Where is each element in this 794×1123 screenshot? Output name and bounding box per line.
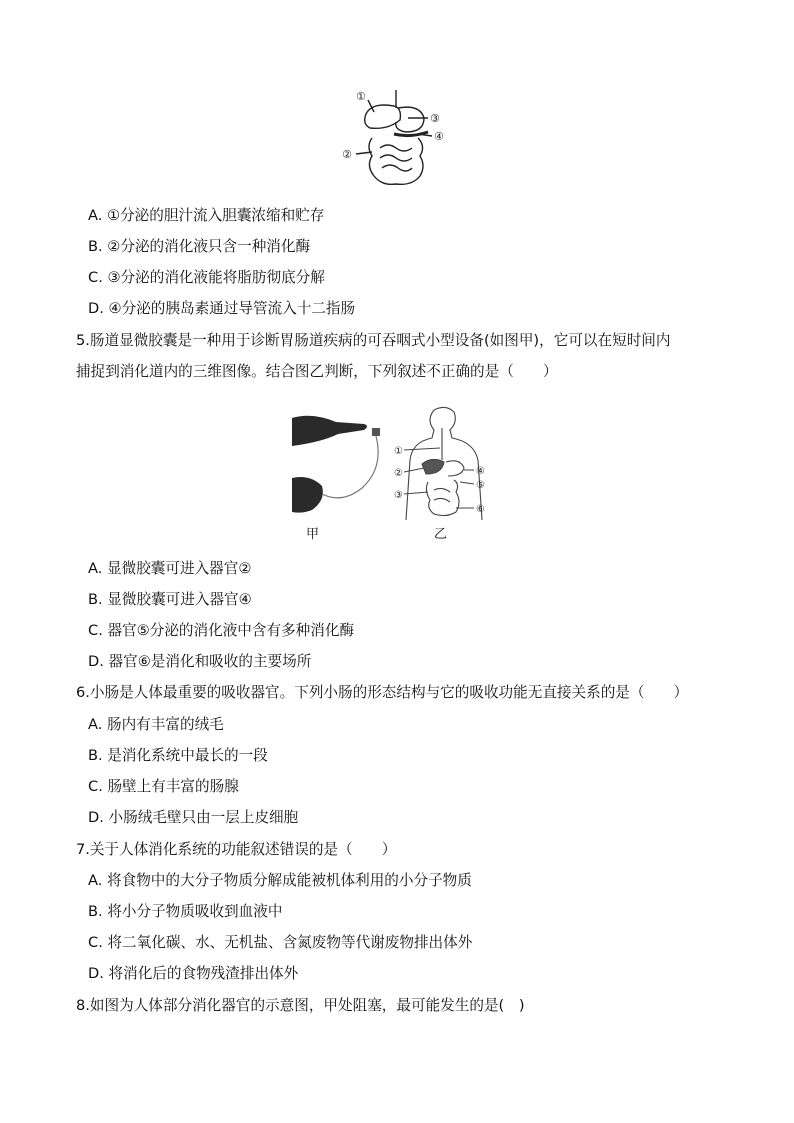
q4-option-d: D. ④分泌的胰岛素通过导管流入十二指肠	[88, 300, 356, 317]
capsule-hand-figure	[292, 408, 388, 544]
q5-option-a: A. 显微胶囊可进入器官②	[88, 560, 252, 577]
q7-option-b: B. 将小分子物质吸收到血液中	[88, 903, 283, 920]
figure-caption-jia: 甲	[306, 527, 320, 542]
hand-shape	[292, 477, 323, 513]
intestine-shape	[426, 480, 459, 516]
figure-label-2: ②	[342, 148, 352, 161]
q5-stem-line2: 捕捉到消化道内的三维图像。结合图乙判断，下列叙述不正确的是（ ）	[76, 363, 558, 380]
capsule-shape	[372, 428, 380, 436]
q5-stem-line1: 5.肠道显微胶囊是一种用于诊断胃肠道疾病的可吞咽式小型设备(如图甲)，它可以在短时间内	[76, 332, 671, 349]
q6-option-c: C. 肠壁上有丰富的肠腺	[88, 778, 239, 795]
figure-label-1: ①	[394, 446, 403, 457]
small-intestine-shape	[434, 488, 450, 502]
q6-stem: 6.小肠是人体最重要的吸收器官。下列小肠的形态结构与它的吸收功能无直接关系的是（ ）	[76, 684, 689, 701]
leader-line	[356, 152, 372, 154]
figure-label-3: ③	[430, 112, 440, 125]
digestive-system-figure	[394, 404, 494, 544]
q4-option-c: C. ③分泌的消化液能将脂肪彻底分解	[88, 269, 325, 286]
q4-option-b: B. ②分泌的消化液只含一种消化酶	[88, 238, 311, 255]
large-intestine-shape	[369, 138, 423, 184]
figure-label-2: ②	[394, 468, 403, 479]
digestive-organs-figure	[336, 86, 456, 198]
figure-label-6: ⑥	[476, 504, 485, 515]
q8-stem: 8.如图为人体部分消化器官的示意图，甲处阻塞，最可能发生的是( )	[76, 997, 525, 1014]
small-intestine-shape	[380, 145, 412, 171]
figure-label-4: ④	[434, 130, 444, 143]
capsule-cord	[322, 436, 378, 498]
figure-label-1: ①	[356, 90, 366, 103]
liver-shape	[422, 459, 444, 474]
figure-caption-yi: 乙	[434, 527, 448, 542]
figure-label-3: ③	[394, 490, 403, 501]
q5-option-c: C. 器官⑤分泌的消化液中含有多种消化酶	[88, 622, 355, 639]
q5-option-b: B. 显微胶囊可进入器官④	[88, 591, 252, 608]
q6-option-a: A. 肠内有丰富的绒毛	[88, 716, 224, 733]
q7-option-a: A. 将食物中的大分子物质分解成能被机体利用的小分子物质	[88, 872, 472, 889]
q6-option-d: D. 小肠绒毛壁只由一层上皮细胞	[88, 809, 299, 826]
q7-stem: 7.关于人体消化系统的功能叙述错误的是（ ）	[76, 841, 397, 858]
figure-label-4: ④	[476, 466, 485, 477]
q7-option-c: C. 将二氧化碳、水、无机盐、含氮废物等代谢废物排出体外	[88, 934, 473, 951]
q7-option-d: D. 将消化后的食物残渣排出体外	[88, 965, 299, 982]
q6-option-b: B. 是消化系统中最长的一段	[88, 747, 268, 764]
q4-option-a: A. ①分泌的胆汁流入胆囊浓缩和贮存	[88, 207, 325, 224]
hand-shape	[292, 416, 367, 446]
figure-label-5: ⑤	[476, 480, 485, 491]
stomach-shape	[446, 461, 464, 476]
q5-option-d: D. 器官⑥是消化和吸收的主要场所	[88, 653, 312, 670]
